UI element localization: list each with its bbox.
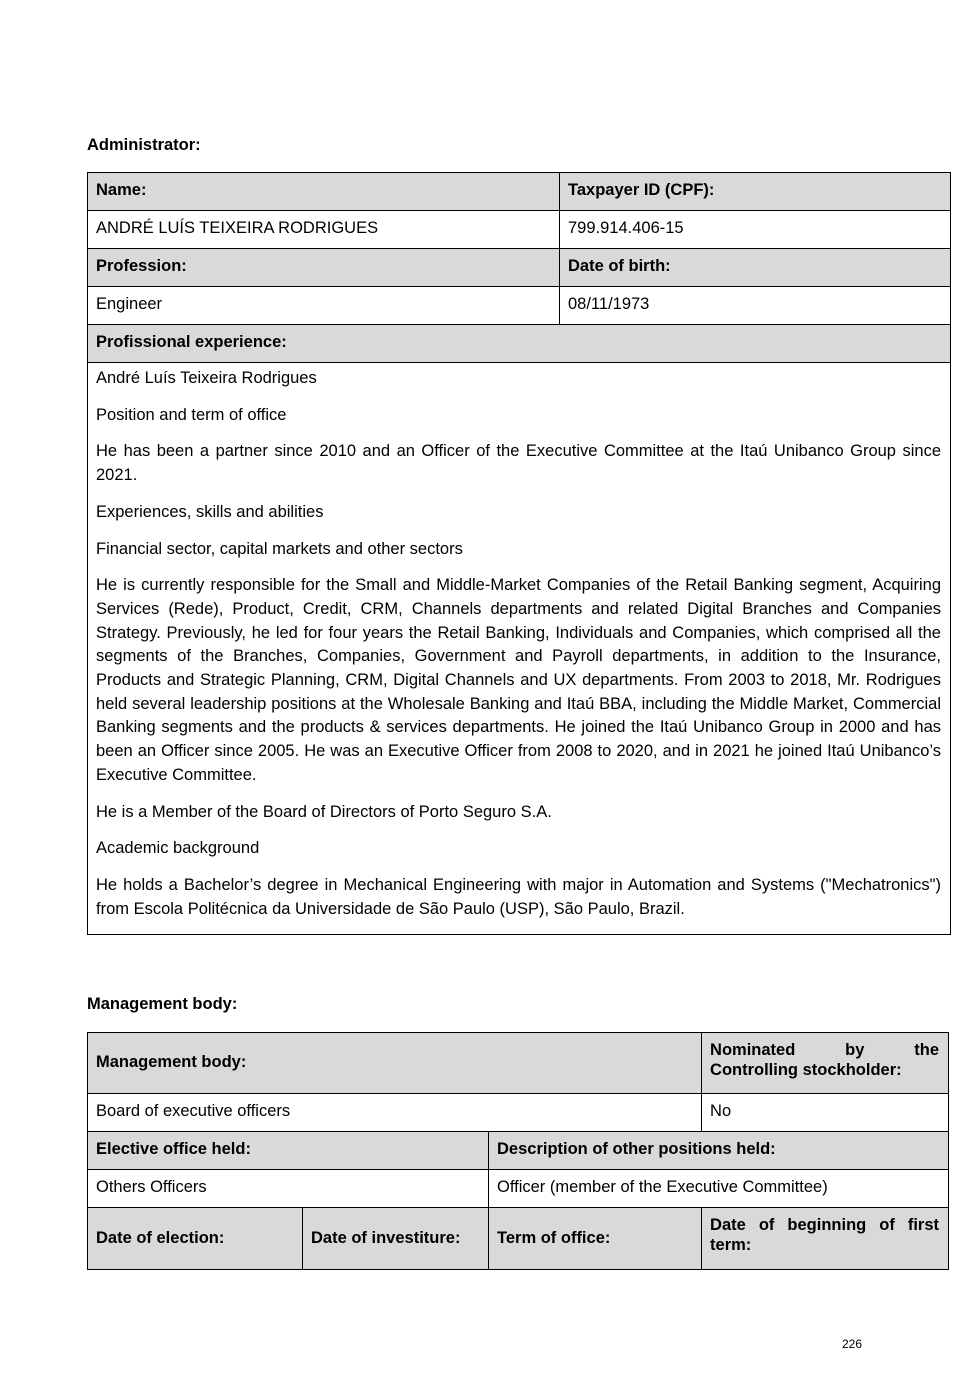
first-term-label-text: Date of beginning of first term:	[710, 1216, 940, 1254]
nominated-value: No	[702, 1094, 949, 1132]
experience-sectors: Financial sector, capital markets and other sectors	[96, 539, 463, 558]
page-number: 226	[842, 1337, 863, 1351]
name-value: ANDRÉ LUÍS TEIXEIRA RODRIGUES	[88, 211, 560, 249]
management-table	[87, 1032, 949, 1270]
elective-office-label: Elective office held:	[88, 1132, 489, 1170]
experience-label: Profissional experience:	[88, 325, 951, 363]
elective-office-value: Others Officers	[88, 1170, 489, 1208]
nominated-label	[702, 1033, 949, 1094]
profession-value: Engineer	[88, 287, 560, 325]
experience-name: André Luís Teixeira Rodrigues	[96, 369, 317, 387]
cpf-value: 799.914.406-15	[560, 211, 951, 249]
first-term-label	[702, 1208, 949, 1270]
other-positions-value: Officer (member of the Executive Committee)	[489, 1170, 949, 1208]
profession-label: Profession:	[88, 249, 560, 287]
experience-position-text: He has been a partner since 2010 and an Officer of the Executive Committee at the Itaú Unibanco Group since 2021.	[96, 442, 941, 485]
nominated-label-text: Nominated by the Controlling stockholder:	[710, 1041, 940, 1079]
administrator-table	[87, 172, 951, 935]
date-election-label: Date of election:	[88, 1208, 303, 1270]
cpf-label: Taxpayer ID (CPF):	[560, 173, 951, 211]
experience-career-text: He is currently responsible for the Small and Middle-Market Companies of the Retail Banking segment, Acquiring Services (Rede), Product, Credit, CRM, Channels departments and related Digital Branches and Companies Strategy. Previously, he led for four years the Retail Banking, Individuals and Companies, which comprised all the segments of the Branches, Companies, Government and Payroll departments, in addition to the Insurance, Products and Strategic Planning, CRM, Digital Channels and UX departments. From 2003 to 2018, Mr. Rodrigues held several leadership positions at the Wholesale Banking and Itaú BBA, including the Middle Market, Commercial Banking segments and the products & services departments. He joined the Itaú Unibanco Group in 2000 and has been an Officer since 2005. He was an Executive Officer from 2008 to 2020, and in 2021 he joined Itaú Unibanco’s Executive Committee.	[96, 576, 941, 784]
name-label: Name:	[88, 173, 560, 211]
management-heading: Management body:	[87, 995, 238, 1013]
management-body-label: Management body:	[88, 1033, 702, 1094]
experience-body	[88, 363, 951, 935]
administrator-heading: Administrator:	[87, 136, 201, 154]
date-investiture-label: Date of investiture:	[303, 1208, 489, 1270]
dob-label: Date of birth:	[560, 249, 951, 287]
experience-board-text: He is a Member of the Board of Directors of Porto Seguro S.A.	[96, 802, 552, 821]
experience-skills-heading: Experiences, skills and abilities	[96, 502, 324, 521]
experience-academic-heading: Academic background	[96, 839, 260, 858]
dob-value: 08/11/1973	[560, 287, 951, 325]
experience-academic-text: He holds a Bachelor’s degree in Mechanical Engineering with major in Automation and Systems ("Mechatronics") from Escola Politécnica da Universidade de São Paulo (USP), São Paulo, Brazil.	[96, 875, 941, 918]
other-positions-label: Description of other positions held:	[489, 1132, 949, 1170]
experience-position-heading: Position and term of office	[96, 405, 287, 424]
term-of-office-label: Term of office:	[489, 1208, 702, 1270]
management-body-value: Board of executive officers	[88, 1094, 702, 1132]
